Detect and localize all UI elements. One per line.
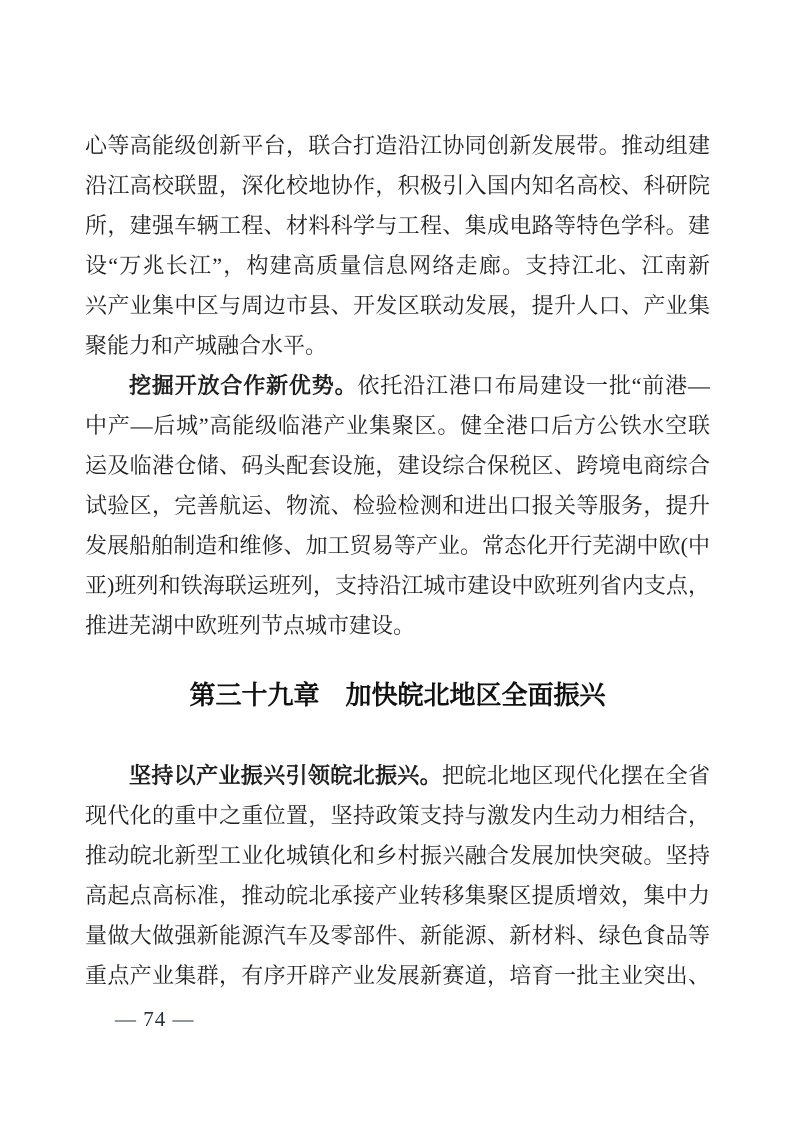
text-line: 重点产业集群，有序开辟产业发展新赛道，培育一批主业突出、 (85, 963, 710, 988)
document-body (85, 126, 710, 996)
text-line: 亚)班列和铁海联运班列，支持沿江城市建设中欧班列省内支点， (85, 573, 710, 598)
text-line: 推动皖北新型工业化城镇化和乡村振兴融合发展加快突破。坚持 (85, 843, 710, 868)
text-line: 现代化的重中之重位置，坚持政策支持与激发内生动力相结合， (85, 803, 710, 828)
text-line: 沿江高校联盟，深化校地协作，积极引入国内知名高校、科研院 (85, 173, 710, 198)
text-line: 高起点高标准，推动皖北承接产业转移集聚区提质增效，集中力 (85, 883, 710, 908)
text-line: 中产—后城”高能级临港产业集聚区。健全港口后方公铁水空联 (85, 413, 710, 438)
text-line: 推进芜湖中欧班列节点城市建设。 (85, 613, 416, 638)
text-line: 兴产业集中区与周边市县、开发区联动发展，提升人口、产业集 (85, 293, 710, 318)
paragraph (85, 756, 710, 996)
bold-lead: 坚持以产业振兴引领皖北振兴。 (129, 763, 443, 788)
text-line: 所，建强车辆工程、材料科学与工程、集成电路等特色学科。建 (85, 213, 710, 238)
text-line: 聚能力和产城融合水平。 (85, 333, 328, 358)
page-number: — 74 — (115, 1007, 195, 1031)
text-line: 发展船舶制造和维修、加工贸易等产业。常态化开行芜湖中欧(中 (85, 533, 710, 558)
text-line: 心等高能级创新平台，联合打造沿江协同创新发展带。推动组建 (85, 133, 710, 158)
text-line: 设“万兆长江”，构建高质量信息网络走廊。支持江北、江南新 (85, 253, 710, 278)
bold-lead: 挖掘开放合作新优势。 (129, 373, 358, 398)
paragraph (85, 366, 710, 646)
text-line: 坚持以产业振兴引领皖北振兴。把皖北地区现代化摆在全省 (129, 763, 710, 788)
paragraph (85, 126, 710, 366)
text-line: 挖掘开放合作新优势。依托沿江港口布局建设一批“前港— (129, 373, 710, 398)
chapter-heading: 第三十九章 加快皖北地区全面振兴 (189, 680, 606, 710)
text-line: 量做大做强新能源汽车及零部件、新能源、新材料、绿色食品等 (85, 923, 710, 948)
text-line: 运及临港仓储、码头配套设施，建设综合保税区、跨境电商综合 (85, 453, 710, 478)
text-line: 试验区，完善航运、物流、检验检测和进出口报关等服务，提升 (85, 493, 710, 518)
